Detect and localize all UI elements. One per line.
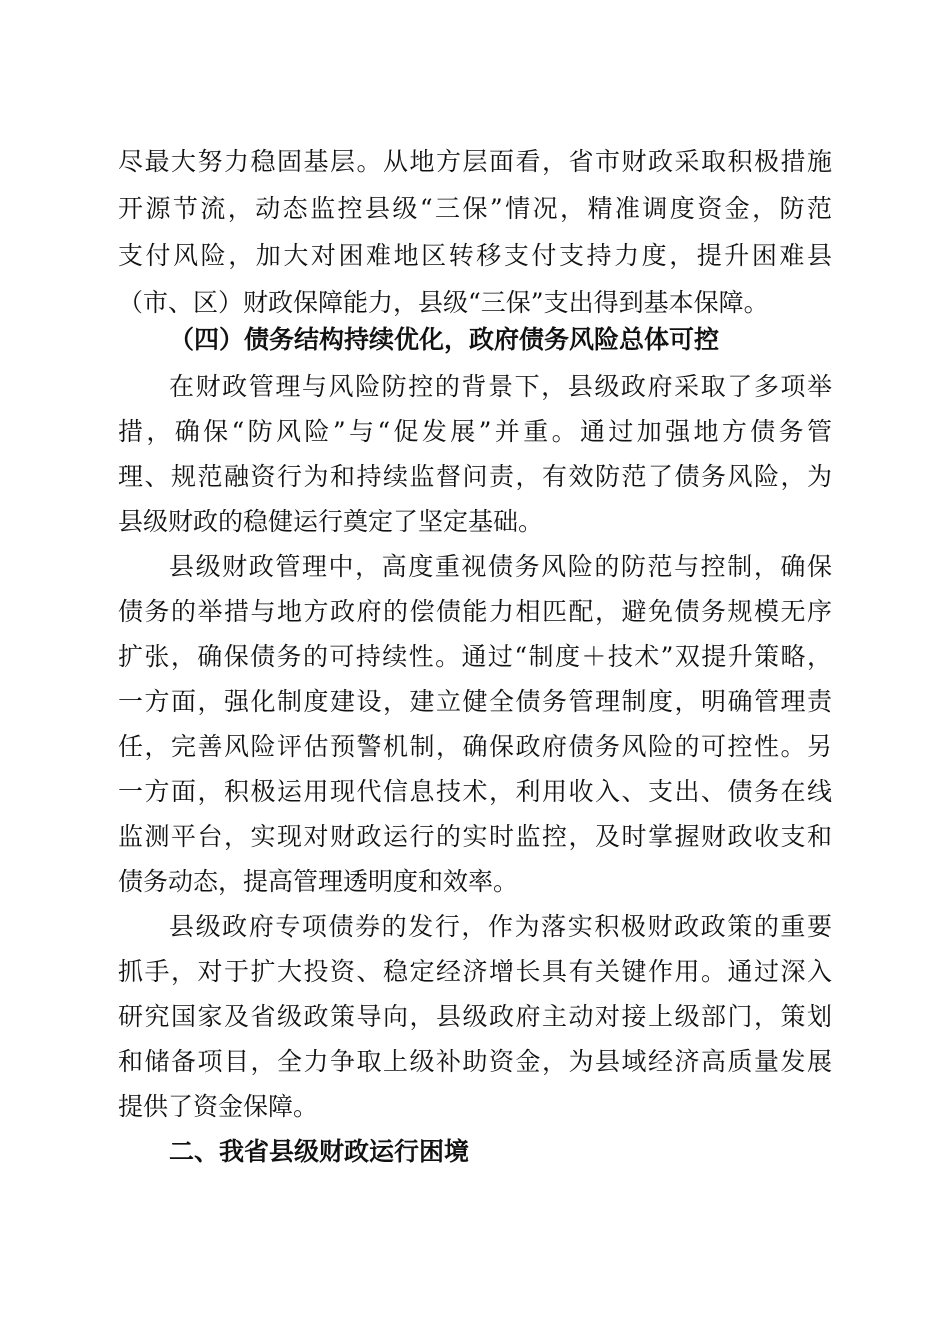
paragraph-line: 县级财政的稳健运行奠定了坚定基础。 (118, 507, 544, 536)
paragraph-line: 尽最大努力稳固基层。从地方层面看，省市财政采取积极措施 (118, 147, 832, 176)
paragraph-line: （市、区）财政保障能力，县级“三保”支出得到基本保障。 (118, 288, 769, 317)
paragraph-line: 提供了资金保障。 (118, 1092, 319, 1121)
paragraph-line: 任，完善风险评估预警机制，确保政府债务风险的可控性。另 (118, 732, 832, 761)
subheading-debt-structure: （四）债务结构持续优化，政府债务风险总体可控 (169, 325, 720, 354)
paragraph-line: 一方面，强化制度建设，建立健全债务管理制度，明确管理责 (118, 687, 832, 716)
paragraph-line: 县级财政管理中，高度重视债务风险的防范与控制，确保 (169, 552, 832, 581)
paragraph-line: 和储备项目，全力争取上级补助资金，为县域经济高质量发展 (118, 1047, 832, 1076)
paragraph-line: 措，确保“防风险”与“促发展”并重。通过加强地方债务管 (118, 417, 832, 446)
paragraph-line: 支付风险，加大对困难地区转移支付支持力度，提升困难县 (118, 241, 832, 270)
paragraph-line: 开源节流，动态监控县级“三保”情况，精准调度资金，防范 (118, 194, 832, 223)
section-heading-difficulties: 二、我省县级财政运行困境 (169, 1137, 470, 1166)
paragraph-line: 县级政府专项债券的发行，作为落实积极财政政策的重要 (169, 912, 832, 941)
paragraph-line: 扩张，确保债务的可持续性。通过“制度＋技术”双提升策略， (118, 642, 832, 671)
paragraph-line: 监测平台，实现对财政运行的实时监控，及时掌握财政收支和 (118, 822, 832, 851)
paragraph-line: 理、规范融资行为和持续监督问责，有效防范了债务风险，为 (118, 462, 832, 491)
paragraph-line: 一方面，积极运用现代信息技术，利用收入、支出、债务在线 (118, 777, 832, 806)
paragraph-line: 在财政管理与风险防控的背景下，县级政府采取了多项举 (169, 372, 832, 401)
paragraph-line: 债务动态，提高管理透明度和效率。 (118, 867, 519, 896)
paragraph-line: 债务的举措与地方政府的偿债能力相匹配，避免债务规模无序 (118, 597, 832, 626)
paragraph-line: 抓手，对于扩大投资、稳定经济增长具有关键作用。通过深入 (118, 957, 832, 986)
paragraph-line: 研究国家及省级政策导向，县级政府主动对接上级部门，策划 (118, 1002, 832, 1031)
